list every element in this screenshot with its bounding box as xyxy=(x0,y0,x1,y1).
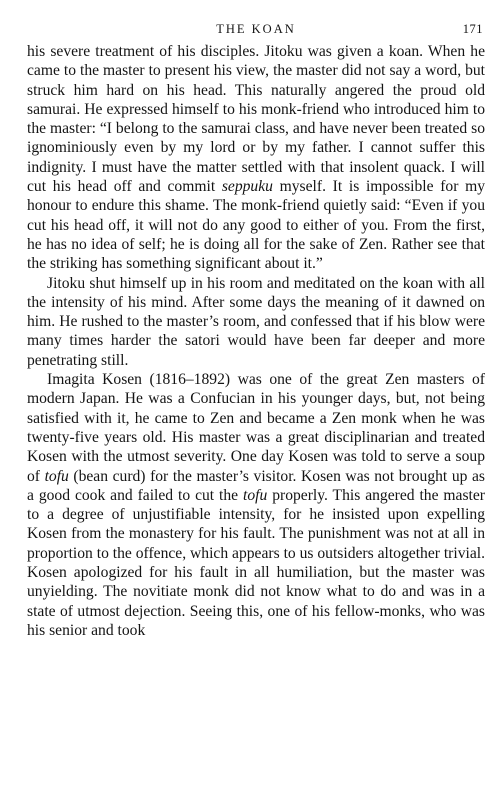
text-span: (bean curd) for the master’s visitor. Kosen was not brought up as a good cook and failed to cut the xyxy=(27,467,485,504)
text-span: properly. This angered the master to a degree of unjustifiable intensity, for he insisted upon expelling Kosen from the monastery for his fault. The punishment was not at all in proportion to the offence, which appears to us outsiders altogether trivial. Kosen apologized for his fault in all humiliation, but the master was unyielding. The novitiate monk did not know what to do and was in a state of utmost dejection. Seeing this, one of his fellow-monks, who was his senior and took xyxy=(27,486,485,639)
italic-term: tofu xyxy=(44,467,69,485)
italic-term: seppuku xyxy=(221,178,273,196)
running-title: THE KOAN xyxy=(216,22,296,36)
text-span: his severe treatment of his disciples. Jitoku was given a koan. When he came to the master to present his view, the master did not say a word, but struck him hard on his head. This naturally angered the proud old samurai. He expressed himself to his monk-friend who introduced him to the master: “I belong to the samurai class, and have never been treated so ignominiously even by my lord or by my father. I cannot suffer this indignity. I must have the matter settled with that insolent quack. I will cut his head off and commit xyxy=(27,43,485,196)
page-number: 171 xyxy=(462,22,483,36)
italic-term: tofu xyxy=(243,486,268,504)
text-span: Jitoku shut himself up in his room and meditated on the koan with all the intensity of his mind. After some days the meaning of it dawned on him. He rushed to the master’s room, and confessed that if his blow were many times harder the satori would have been far deeper and more penetrating still. xyxy=(27,274,485,369)
paragraph xyxy=(27,274,485,370)
text-span: Imagita Kosen (1816–1892) was one of the great Zen masters of modern Japan. He was a Confucian in his younger days, but, not being satisfied with it, he came to Zen and became a Zen monk when he was twenty-five years old. His master was a great disciplinarian and treated Kosen with the utmost severity. One day Kosen was told to serve a soup of xyxy=(27,371,485,485)
text-span: myself. It is impossible for my honour to endure this shame. The monk-friend quietly said: “Even if you cut his head off, it will not do any good to either of you. From the first, he has no idea of self; he is doing all for the sake of Zen. Rather see that the striking has something significant about it.” xyxy=(27,178,485,273)
running-head xyxy=(27,20,485,40)
body-text xyxy=(27,42,485,640)
paragraph xyxy=(27,42,485,274)
paragraph xyxy=(27,370,485,640)
